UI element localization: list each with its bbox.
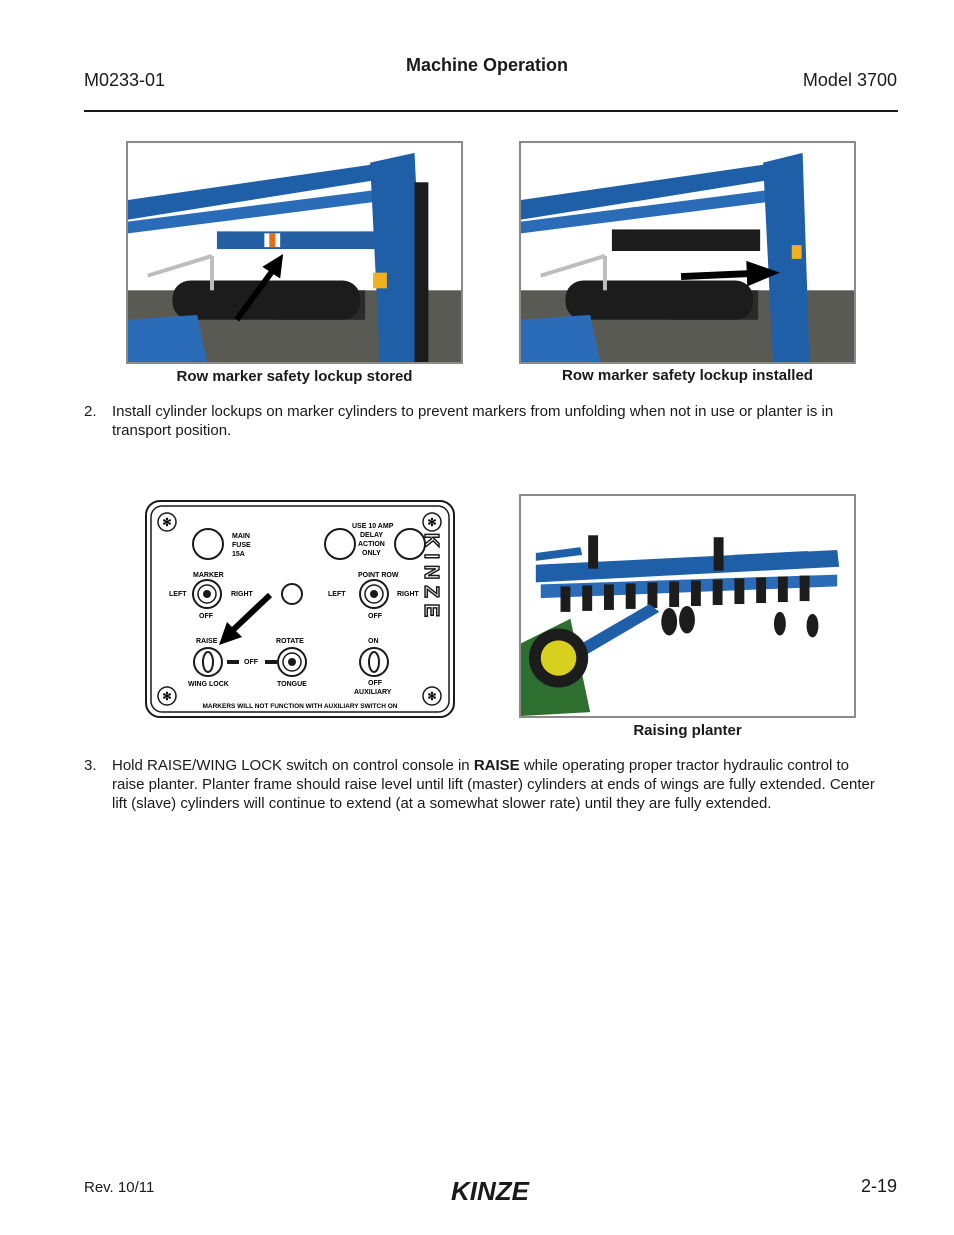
main-fuse-label-2: FUSE [232,542,251,549]
dash-mark [265,660,277,664]
marker-label: MARKER [193,572,224,579]
logo-text: KINZE [451,1176,529,1206]
raise-label: RAISE [196,638,218,645]
point-left-label: LEFT [328,591,346,598]
figure-control-console [145,500,455,718]
caption-lockup-installed: Row marker safety lockup installed [562,367,813,384]
brand-letter: KINZE [420,533,442,623]
section-title: Machine Operation [406,55,569,75]
main-fuse-label-1: MAIN [232,533,250,540]
console-warning: MARKERS WILL NOT FUNCTION WITH AUXILIARY SWITCH ON [202,703,398,710]
svg-text:✻: ✻ [427,691,437,703]
step-2-number: 2. [84,403,97,420]
delay-label-2: DELAY [360,532,384,539]
photo-lockup-installed [519,141,856,364]
caption-raising-planter: Raising planter [633,722,742,739]
revision-date: Rev. 10/11 [84,1179,155,1196]
header-divider [84,110,898,112]
wing-lock-label: WING LOCK [188,681,229,688]
delay-label-3: ACTION [358,541,385,548]
marker-right-label: RIGHT [231,591,253,598]
model-name: Model 3700 [802,70,897,90]
kinze-logo [430,1176,550,1206]
step-2-text: Install cylinder lockups on marker cylinders to prevent markers from unfolding when not in use or planter is in transport position. [112,403,834,439]
on-label: ON [368,638,379,645]
svg-text:✻: ✻ [427,517,437,529]
photo-lockup-stored [126,141,463,364]
dash-mark [227,660,239,664]
document-number: M0233-01 [84,70,166,90]
aux-off-label: OFF [368,680,382,687]
step-3-text-after: while operating proper tractor hydraulic control to raise planter. Planter frame should raise level until lift (master) cylinders at ends of wings are fully extended. Center lift (slave) cylinders will continue to extend (at a somewhat slower rate) until they are fully extended. [112,757,875,812]
photo-raising-planter [519,494,856,718]
point-row-label: POINT ROW [358,572,399,579]
step-3-bold: RAISE [473,757,520,774]
marker-off-label: OFF [199,613,213,620]
delay-label-4: ONLY [362,550,381,557]
svg-text:✻: ✻ [162,691,172,703]
page-number: 2-19 [860,1176,897,1196]
step-3-number: 3. [84,757,97,774]
caption-lockup-stored: Row marker safety lockup stored [176,368,413,385]
center-off-label: OFF [244,659,258,666]
auxiliary-label: AUXILIARY [354,689,392,696]
step-3-text [112,756,882,813]
point-right-label: RIGHT [397,591,419,598]
tongue-label: TONGUE [277,681,307,688]
point-off-label: OFF [368,613,382,620]
main-fuse-label-3: 15A [232,551,245,558]
delay-label-1: USE 10 AMP [352,523,394,530]
marker-left-label: LEFT [169,591,187,598]
step-3-text-before: Hold RAISE/WING LOCK switch on control console in [112,757,474,774]
svg-text:✻: ✻ [162,517,172,529]
rotate-label: ROTATE [276,638,304,645]
